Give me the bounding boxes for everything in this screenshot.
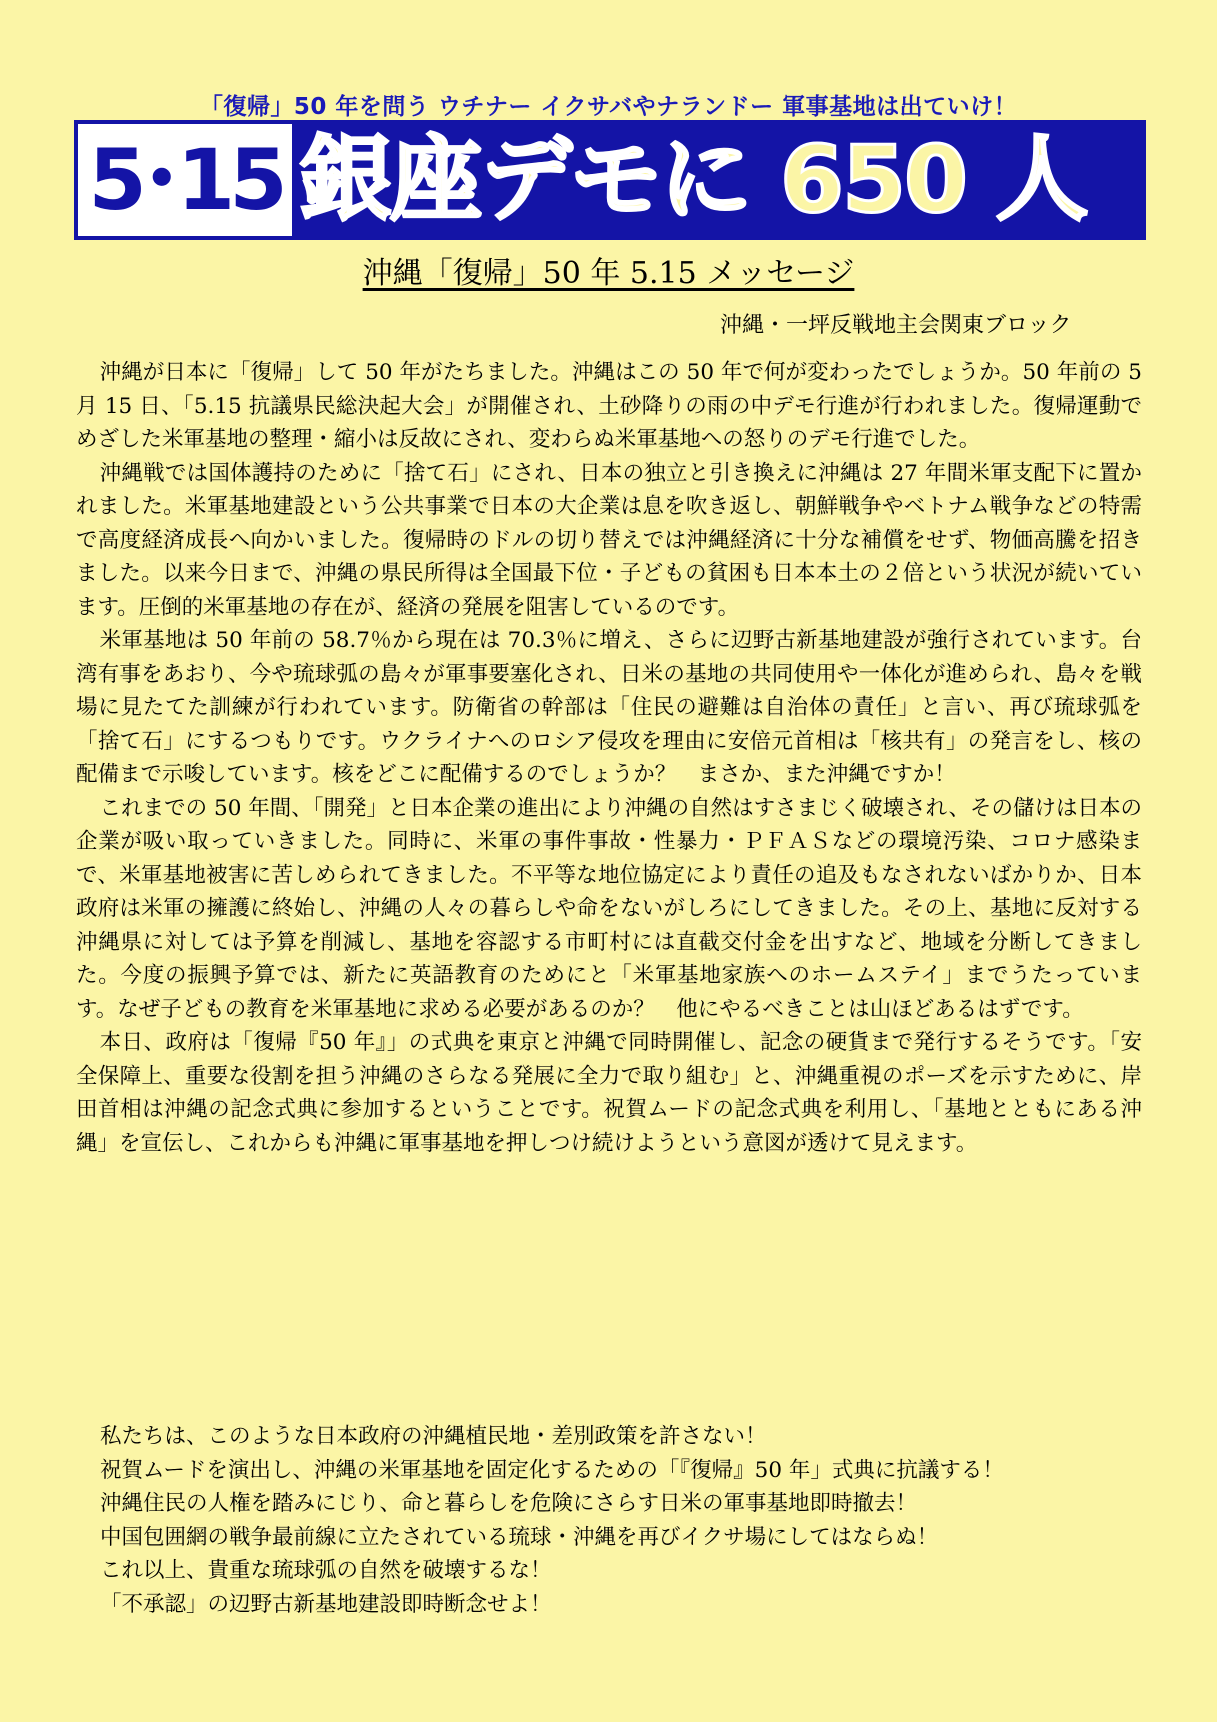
slogan-list (100, 1420, 1160, 1621)
paragraph: 沖縄戦では国体護持のために「捨て石」にされ、日本の独立と引き換えに沖縄は 27 年間米軍支配下に置かれました。米軍基地建設という公共事業で日本の大企業は息を吹き返し、朝鮮戦争やベトナム戦争などの特需で高度経済成長へ向かいました。復帰時のドルの切り替えでは沖縄経済に十分な補償をせず、物価高騰を招きました。以来今日まで、沖縄の県民所得は全国最下位・子どもの貧困も日本本土の２倍という状況が続いています。圧倒的米軍基地の存在が、経済の発展を阻害しているのです。 (76, 460, 1142, 620)
headline-banner (74, 120, 1146, 240)
paragraph: 本日、政府は「復帰『50 年』」の式典を東京と沖縄で同時開催し、記念の硬貨まで発行するそうです。「安全保障上、重要な役割を担う沖縄のさらなる発展に全力で取り組む」と、沖縄重視のポーズを示すために、岸田首相は沖縄の記念式典に参加するということです。祝賀ムードの記念式典を利用し、「基地とともにある沖縄」を宣伝し、これからも沖縄に軍事基地を押しつけ続けようという意図が透けて見えます。 (76, 1030, 1142, 1156)
slogan-line: 祝賀ムードを演出し、沖縄の米軍基地を固定化するための「『復帰』50 年」式典に抗議する！ (100, 1457, 1004, 1483)
header-kicker: 「復帰」50 年を問う ウチナー イクサバやナランドー 軍事基地は出ていけ！ (199, 94, 1018, 120)
slogan-line: 沖縄住民の人権を踏みにじり、命と暮らしを危険にさらす日米の軍事基地即時撤去！ (100, 1491, 918, 1516)
paragraph: これまでの 50 年間、「開発」と日本企業の進出により沖縄の自然はすさまじく破壊され、その儲けは日本の企業が吸い取っていきました。同時に、米軍の事件事故・性暴力・ＰＦＡＳなどの環境汚染、コロナ感染まで、米軍基地被害に苦しめられてきました。不平等な地位協定により責任の追及もなされないばかりか、日本政府は米軍の擁護に終始し、沖縄の人々の暮らしや命をないがしろにしてきました。その上、基地に反対する沖縄県に対しては予算を削減し、基地を容認する市町村には直截交付金を出すなど、地域を分断してきました。今度の振興予算では、新たに英語教育のためにと「米軍基地家族へのホームステイ」までうたっています。なぜ子どもの教育を米軍基地に求める必要があるのか？ 他にやるべきことは山ほどあるはずです。 (76, 795, 1142, 1022)
headline-date: 5･15 (78, 124, 292, 236)
article-author: 沖縄・一坪反戦地主会関東ブロック (720, 313, 1072, 338)
article-title: 沖縄「復帰」50 年 5.15 メッセージ (362, 256, 855, 291)
slogan-line: 私たちは、このような日本政府の沖縄植民地・差別政策を許さない！ (100, 1424, 767, 1449)
slogan-line: 「不承認」の辺野古新基地建設即時断念せよ！ (100, 1591, 552, 1617)
headline-title: 銀座デモに 650 人 (300, 126, 1087, 233)
slogan-line: これ以上、貴重な琉球弧の自然を破壊するな！ (100, 1558, 552, 1583)
slogan-line: 中国包囲網の戦争最前線に立たされている琉球・沖縄を再びイクサ場にしてはならぬ！ (100, 1524, 939, 1550)
paragraph: 米軍基地は 50 年前の 58.7％から現在は 70.3％に増え、さらに辺野古新基地建設が強行されています。台湾有事をあおり、今や琉球弧の島々が軍事要塞化され、日米の基地の共同使用や一体化が進められ、島々を戦場に見たてた訓練が行われています。防衛省の幹部は「住民の避難は自治体の責任」と言い、再び琉球弧を「捨て石」にするつもりです。ウクライナへのロシア侵攻を理由に安倍元首相は「核共有」の発言をし、核の配備まで示唆しています。核をどこに配備するのでしょうか？ まさか、また沖縄ですか！ (76, 628, 1142, 787)
article-body (76, 356, 1142, 1160)
paragraph: 沖縄が日本に「復帰」して 50 年がたちました。沖縄はこの 50 年で何が変わったでしょうか。50 年前の 5 月 15 日、「5.15 抗議県民総決起大会」が開催され、土砂降りの雨の中デモ行進が行われました。復帰運動でめざした米軍基地の整理・縮小は反故にされ、変わらぬ米軍基地への怒りのデモ行進でした。 (76, 360, 1142, 452)
